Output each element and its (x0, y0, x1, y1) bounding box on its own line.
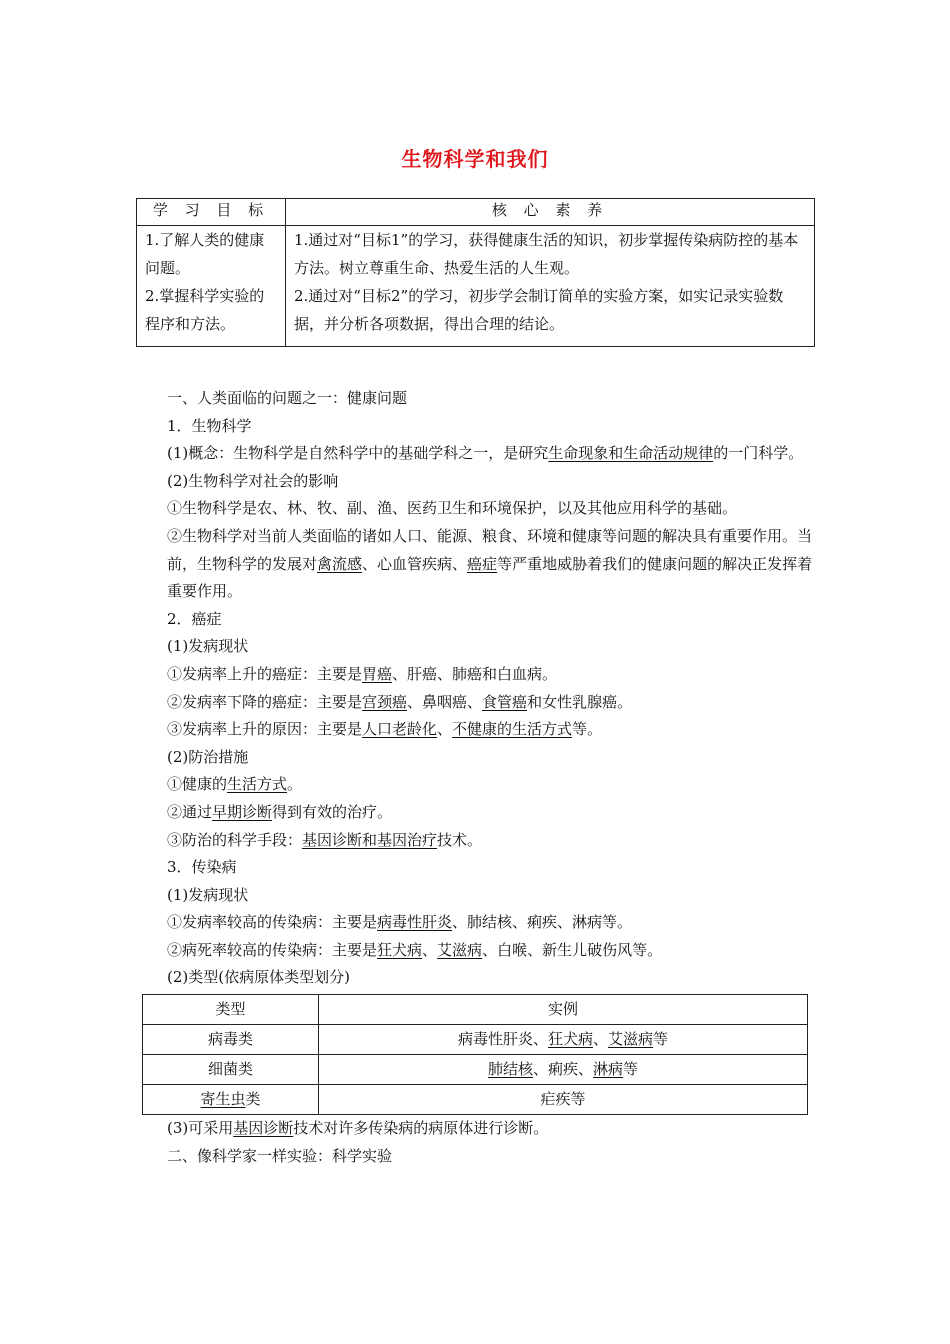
objectives-table (136, 198, 815, 347)
underline-answer: 胃癌 (362, 664, 393, 683)
paragraph-impact-1: ①生物科学是农、林、牧、副、渔、医药卫生和环境保护，以及其他应用科学的基础。 (167, 499, 738, 518)
section-heading-2: 二、像科学家一样实验：科学实验 (167, 1146, 393, 1165)
competencies-header: 核 心 素 养 (286, 199, 815, 226)
main-content (136, 385, 815, 1170)
underline-answer: 宫颈癌 (362, 692, 408, 711)
subheading-types: (2)类型(依病原体类型划分) (167, 968, 350, 987)
pathogen-types-table (142, 994, 808, 1115)
prevention-item-1: ①健康的生活方式。 (167, 775, 303, 794)
underline-answer: 禽流感 (317, 554, 363, 573)
examples-bacteria: 肺结核、痢疾、淋病等 (319, 1055, 808, 1085)
page-title: 生物科学和我们 (401, 147, 549, 171)
underline-answer: 寄生虫 (200, 1090, 246, 1109)
underline-answer: 肺结核 (487, 1060, 533, 1079)
underline-answer: 不健康的生活方式 (452, 720, 573, 739)
table-row (143, 1025, 808, 1055)
competency-1: 1.通过对“目标1”的学习，获得健康生活的知识，初步掌握传染病防控的基本方法。树立尊重生命、热爱生活的人生观。 (294, 231, 799, 277)
prevention-item-2: ②通过早期诊断得到有效的治疗。 (167, 802, 393, 821)
subheading-biology: 1．生物科学 (167, 416, 252, 435)
underline-answer: 艾滋病 (437, 940, 483, 959)
examples-parasite: 疟疾等 (319, 1085, 808, 1115)
table-row (143, 1085, 808, 1115)
examples-virus: 病毒性肝炎、狂犬病、艾滋病等 (319, 1025, 808, 1055)
underline-answer: 人口老龄化 (362, 720, 438, 739)
prevention-item-3: ③防治的科学手段：基因诊断和基因治疗技术。 (167, 830, 483, 849)
section-heading-1: 一、人类面临的问题之一：健康问题 (167, 389, 408, 407)
underline-answer: 病毒性肝炎 (377, 913, 453, 932)
objectives-header: 学 习 目 标 (137, 199, 286, 226)
subheading-cancer-status: (1)发病现状 (167, 637, 249, 656)
objective-2: 2.掌握科学实验的程序和方法。 (145, 287, 265, 333)
infectious-item-1: ①发病率较高的传染病：主要是病毒性肝炎、肺结核、痢疾、淋病等。 (167, 913, 633, 932)
type-bacteria: 细菌类 (143, 1055, 319, 1085)
underline-answer: 基因诊断和基因治疗 (302, 830, 438, 849)
table-row (143, 1055, 808, 1085)
underline-answer: 生命现象和生命活动规律 (548, 444, 714, 463)
cancer-item-3: ③发病率上升的原因：主要是人口老龄化、不健康的生活方式等。 (167, 720, 603, 739)
underline-answer: 淋病 (593, 1060, 624, 1079)
underline-answer: 生活方式 (227, 775, 288, 794)
competency-2: 2.通过对“目标2”的学习，初步学会制订简单的实验方案，如实记录实验数据，并分析各项数据，得出合理的结论。 (294, 287, 784, 333)
diagnosis-line: (3)可采用基因诊断技术对许多传染病的病原体进行诊断。 (167, 1119, 549, 1138)
type-parasite: 寄生虫类 (143, 1085, 319, 1115)
objective-1: 1.了解人类的健康问题。 (145, 231, 265, 277)
underline-answer: 食管癌 (482, 692, 528, 711)
underline-answer: 基因诊断 (233, 1119, 294, 1138)
types-header-type: 类型 (143, 995, 319, 1025)
subheading-cancer: 2．癌症 (167, 609, 222, 628)
underline-answer: 癌症 (467, 554, 498, 573)
types-header-examples: 实例 (319, 995, 808, 1025)
underline-answer: 狂犬病 (377, 940, 423, 959)
cancer-item-2: ②发病率下降的癌症：主要是宫颈癌、鼻咽癌、食管癌和女性乳腺癌。 (167, 692, 633, 711)
cancer-item-1: ①发病率上升的癌症：主要是胃癌、肝癌、肺癌和白血病。 (167, 664, 558, 683)
type-virus: 病毒类 (143, 1025, 319, 1055)
underline-answer: 早期诊断 (212, 802, 273, 821)
subheading-infectious-status: (1)发病现状 (167, 885, 249, 904)
underline-answer: 狂犬病 (547, 1030, 593, 1049)
objectives-cell (137, 226, 286, 347)
subheading-prevention: (2)防治措施 (167, 747, 249, 766)
competencies-cell (286, 226, 815, 347)
infectious-item-2: ②病死率较高的传染病：主要是狂犬病、艾滋病、白喉、新生儿破伤风等。 (167, 940, 663, 959)
subheading-infectious: 3．传染病 (167, 858, 237, 877)
subheading-impact: (2)生物科学对社会的影响 (167, 471, 339, 490)
underline-answer: 艾滋病 (608, 1030, 654, 1049)
paragraph-impact-2: ②生物科学对当前人类面临的诸如人口、能源、粮食、环境和健康等问题的解决具有重要作用。当前，生物科学的发展对禽流感、心血管疾病、癌症等严重地威胁着我们的健康问题的解决正发挥着重要作用。 (167, 526, 813, 601)
paragraph-concept: (1)概念：生物科学是自然科学中的基础学科之一，是研究生命现象和生命活动规律的一门科学。 (167, 444, 804, 463)
